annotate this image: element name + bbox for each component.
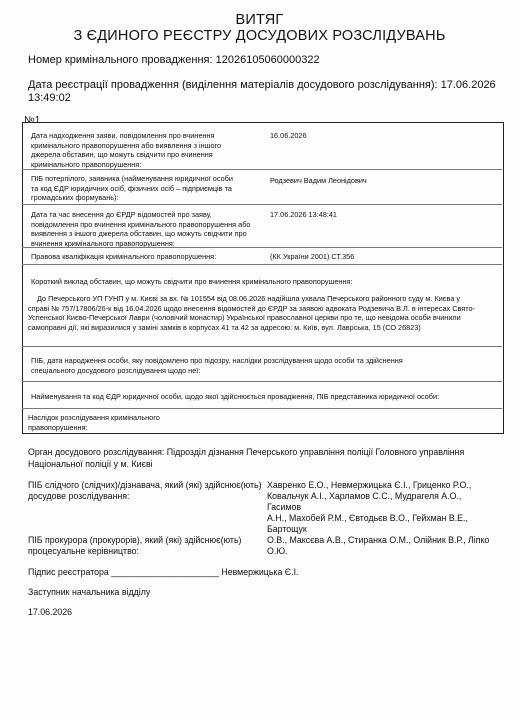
document-subtitle: З ЄДИНОГО РЕЄСТРУ ДОСУДОВИХ РОЗСЛІДУВАНЬ bbox=[73, 28, 446, 44]
erdr-entry-label: Дата та час внесення до ЄРДР відомостей про заяву, повідомлення про вчинення кримінального правопорушення або виявлення з іншого джерела обставин, що можуть свідчити про вчинення кримінального правопорушення: bbox=[31, 210, 251, 248]
suspect-label: ПІБ, дата народження особи, яку повідомлено про підозру, наслідки розслідування щодо особи та здійснення спеціального досудового розслідування щодо неї: bbox=[31, 356, 403, 375]
row-divider bbox=[22, 346, 502, 347]
footer-date: 17.06.2026 bbox=[28, 607, 73, 617]
row-divider bbox=[22, 169, 502, 170]
qualification-label: Правова кваліфікація кримінального правопорушення: bbox=[31, 252, 217, 261]
legal-entity-label: Найменування та код ЄДР юридичної особи, щодо якої здійснюється провадження, ПІБ представника юридичної особи: bbox=[31, 392, 440, 401]
investigation-body: Орган досудового розслідування: Підрозділ дізнання Печерського управління поліції Головного управління bbox=[28, 447, 465, 457]
erdr-entry-value: 17.06.2026 13:48:41 bbox=[270, 210, 337, 219]
prosecutors-label: ПІБ прокурора (прокурорів), який (які) здійснює(ють) процесуальне керівництво: bbox=[28, 535, 242, 556]
row-divider bbox=[22, 408, 502, 409]
row-divider bbox=[22, 264, 502, 265]
deputy-head-label: Заступник начальника відділу bbox=[28, 587, 151, 597]
record-number: №1 bbox=[24, 115, 41, 126]
investigators-label: ПІБ слідчого (слідчих)/дізнавача, який (які) здійснює(ють) досудове розслідування: bbox=[28, 480, 262, 501]
investigation-result-label: Наслідок розслідування кримінального правопорушення: bbox=[28, 413, 160, 432]
applicant-label: ПІБ потерпілого, заявника (найменування юридичної особи та код ЄДР юридичних осіб, фізичних осіб – підприємців та громадських формувань): bbox=[31, 174, 233, 203]
case-number: Номер кримінального провадження: 12026105060000322 bbox=[28, 54, 320, 66]
row-divider bbox=[22, 204, 502, 205]
brief-text: До Печерського УП ГУНП у м. Києві за вх. № 101554 від 08.06.2026 надійшла ухвала Печерського районного суду м. Києва у справі № 757/17806/26-к від 16.04.2026 щодо внесення відомостей до ЄРДР за заявою адвоката Родзевича В.Л. в інтересах Свято- Успенської Києво-Печерської Лаври (чоловічий монастир) Української православної церкви про те, що невідома особи вчинили самоправні дії, які виразилися у заміні замків в корпусах 41 та 42 за адресою: м. Київ, вул. Лаврська, 15 (СО 26823) bbox=[28, 294, 475, 332]
registrar-signature: Підпис реєстратора ______________________ Невмержицька Є.І. bbox=[28, 567, 299, 577]
brief-label: Короткий виклад обставин, що можуть свідчити про вчинення кримінального правопорушення: bbox=[31, 277, 353, 286]
qualification-value: (КК України 2001) СТ.356 bbox=[270, 252, 355, 261]
document-title: ВИТЯГ bbox=[235, 12, 284, 28]
investigators-list: Хавренко Е.О., Невмержицька Є.І., Гриценко Р.О., Ковальчук А.І., Харламов С.С., Мудрагеля А.О., Гасимов А.Н., Махобей Р.М., Євтодьєв В.О., Гейхман В.Е., Бартощук О.В., Максєва А.В., Стиранка О.М., Олійник В.Р., Ліпко О.Ю. bbox=[267, 480, 490, 556]
registration-date: Дата реєстрації провадження (виділення матеріалів досудового розслідування): 17.06.2026 bbox=[28, 79, 496, 91]
receipt-date-label: Дата надходження заяви, повідомлення про вчинення кримінального правопорушення або виявлення з іншого джерела обставин, що можуть свідчити про вчинення кримінального правопорушення: bbox=[31, 131, 222, 169]
row-divider bbox=[22, 247, 502, 248]
row-divider bbox=[22, 381, 502, 382]
registration-time: 13:49:02 bbox=[28, 92, 71, 104]
receipt-date-value: 16.06.2026 bbox=[270, 131, 307, 140]
applicant-value: Родзевич Вадим Леонідович bbox=[270, 176, 367, 185]
investigation-body-cont: Національної поліції у м. Києві bbox=[28, 459, 153, 469]
